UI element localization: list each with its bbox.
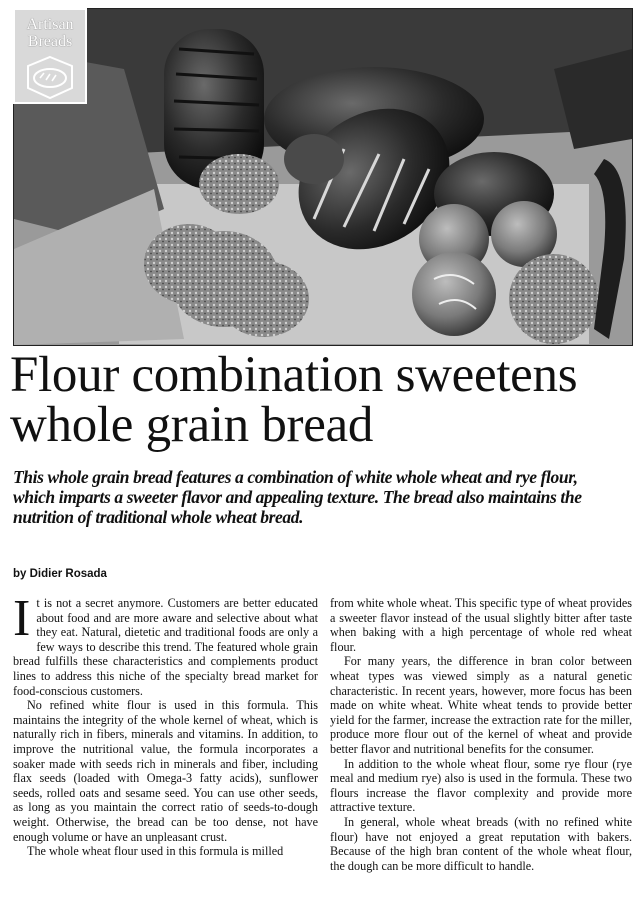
- paragraph: from white whole wheat. This specific type of wheat provides a sweeter flavor instead of the usual slightly bitter after taste when baking with a high percentage of whole red wheat flour.: [330, 596, 632, 654]
- paragraph: In general, whole wheat breads (with no refined white flour) have not enjoyed a great reputation with bakers. Because of the high bran content of the whole wheat flour, the dough can be more difficult to handle.: [330, 814, 632, 873]
- bread-loaf-icon: [25, 54, 75, 100]
- logo-line-1: Artisan: [26, 16, 74, 33]
- drop-cap: I: [13, 596, 31, 647]
- paragraph-text: t is not a secret anymore. Customers are better educated about food and are more aware and selective about what they eat. Natural, dietetic and traditional foods are only a few ways to describe this trend. The featured whole grain bread fulfills these characteristics and complements product lines to address this niche of the specialty bread market for food-conscious customers.: [13, 596, 318, 698]
- paragraph: No refined white flour is used in this formula. This maintains the integrity of the whole kernel of wheat, which is naturally rich in fibers, minerals and vitamins. In addition, to improve the nutritional value, the formula incorporates a soaker made with seeds rich in minerals and fiber, including flax seeds (loaded with Omega-3 fatty acids), sunflower seeds, rolled oats and sesame seed. You can use other seeds, as long as you maintain the correct ratio of seeds-to-dough weight. Otherwise, the bread can be too dense, not have enough volume or have an unpleasant crust.: [13, 698, 318, 844]
- article-headline: Flour combination sweetens whole grain bread: [10, 347, 578, 453]
- logo-line-2: Breads: [27, 33, 73, 50]
- paragraph: [13, 596, 318, 698]
- article-byline: by Didier Rosada: [13, 568, 107, 580]
- paragraph: The whole wheat flour used in this formula is milled: [27, 844, 284, 859]
- body-column-left: [13, 596, 318, 896]
- body-column-right: [330, 596, 632, 896]
- article-deck: This whole grain bread features a combination of white whole wheat and rye flour, which imparts a sweeter flavor and appealing texture. The bread also maintains the nutrition of traditional whole wheat bread.: [13, 467, 582, 527]
- artisan-breads-logo: [13, 8, 87, 104]
- bread-photo-icon: [14, 9, 632, 345]
- bread-photo: [13, 8, 633, 346]
- paragraph: For many years, the difference in bran color between wheat types was viewed simply as a natural genetic characteristic. In recent years, however, more focus has been made on white wheat. White wheat tends to provide better yield for the farmer, increase the extraction rate for the miller, produce more flour out of the kernel of wheat and provide better flavor and nutritional benefits for the consumer.: [330, 654, 632, 756]
- paragraph: In addition to the whole wheat flour, some rye flour (rye meal and medium rye) also is used in the formula. These two flours increase the flavor complexity and provide more attractive texture.: [330, 756, 632, 815]
